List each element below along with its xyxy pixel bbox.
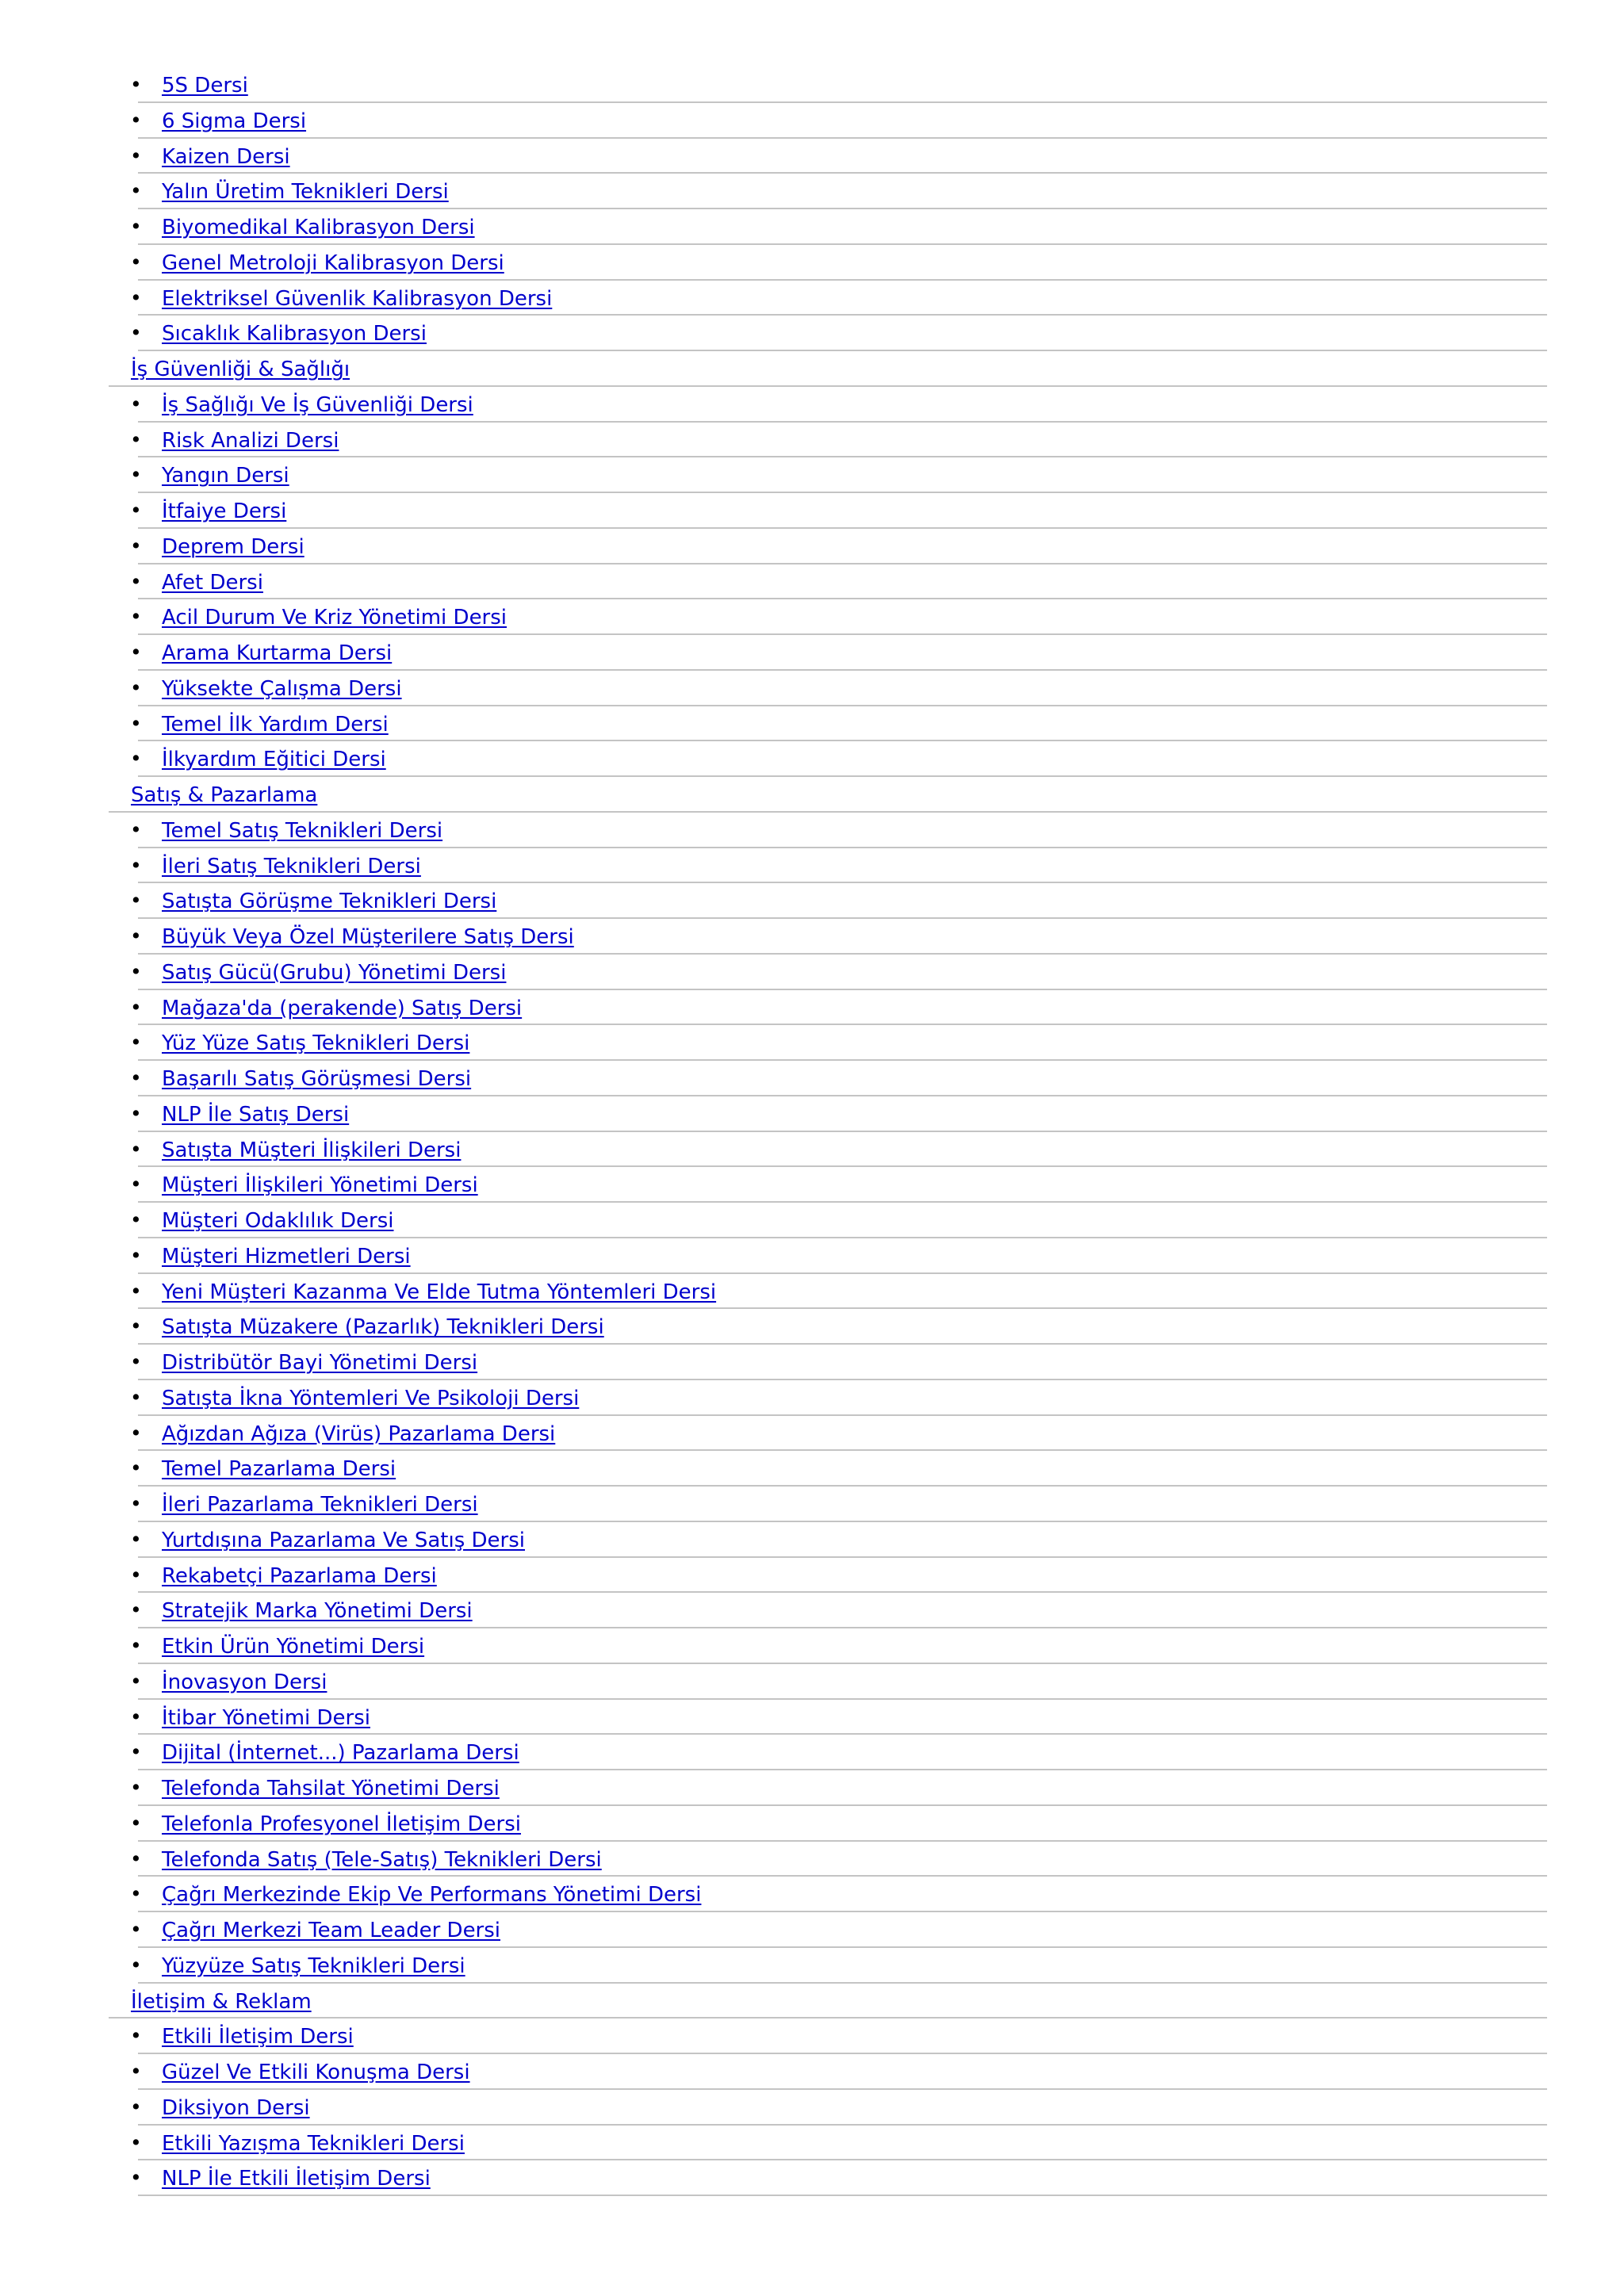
course-link[interactable]: İş Sağlığı Ve İş Güvenliği Dersi <box>162 392 473 417</box>
list-item <box>0 2054 1624 2090</box>
list-item <box>0 919 1624 955</box>
bullet-icon: • <box>130 1385 142 1409</box>
list-item <box>0 2160 1624 2196</box>
bullet-icon: • <box>130 1279 142 1303</box>
list-item <box>0 813 1624 848</box>
course-link[interactable]: Elektriksel Güvenlik Kalibrasyon Dersi <box>162 286 553 311</box>
bullet-icon: • <box>130 1669 142 1693</box>
bullet-icon: • <box>130 1811 142 1835</box>
list-item <box>0 209 1624 245</box>
course-link[interactable]: Müşteri Odaklılık Dersi <box>162 1209 394 1233</box>
list-item <box>0 706 1624 742</box>
course-link[interactable]: Satış Gücü(Grubu) Yönetimi Dersi <box>162 960 507 985</box>
bullet-icon: • <box>130 1492 142 1515</box>
list-item <box>0 1806 1624 1842</box>
bullet-icon: • <box>130 817 142 841</box>
bullet-icon: • <box>130 2095 142 2118</box>
course-link[interactable]: Etkili Yazışma Teknikleri Dersi <box>162 2131 465 2156</box>
list-item <box>0 1700 1624 1735</box>
bullet-icon: • <box>130 534 142 557</box>
course-link[interactable]: Güzel Ve Etkili Konuşma Dersi <box>162 2061 470 2084</box>
bullet-icon: • <box>130 1527 142 1551</box>
bullet-icon: • <box>130 2060 142 2083</box>
list-item <box>0 1416 1624 1452</box>
course-link[interactable]: Çağrı Merkezi Team Leader Dersi <box>162 1919 501 1942</box>
list-item <box>0 2019 1624 2054</box>
bullet-icon: • <box>130 1173 142 1196</box>
list-item <box>0 1770 1624 1806</box>
list-item <box>0 1558 1624 1594</box>
list-item <box>0 493 1624 529</box>
course-link[interactable]: Müşteri Hizmetleri Dersi <box>162 1244 411 1269</box>
bullet-icon: • <box>130 1456 142 1480</box>
bullet-icon: • <box>130 1598 142 1622</box>
list-item <box>0 1522 1624 1558</box>
list-item <box>0 245 1624 281</box>
course-link[interactable]: Afet Dersi <box>162 570 263 595</box>
course-link[interactable]: Satışta Müzakere (Pazarlık) Teknikleri Dersi <box>162 1315 604 1340</box>
bullet-icon: • <box>130 1243 142 1267</box>
bullet-icon: • <box>130 747 142 771</box>
list-item <box>0 1345 1624 1380</box>
course-link[interactable]: Yurtdışına Pazarlama Ve Satış Dersi <box>162 1528 525 1552</box>
list-item <box>0 316 1624 351</box>
list-item <box>0 990 1624 1026</box>
list-item <box>0 387 1624 423</box>
bullet-icon: • <box>130 924 142 947</box>
course-link[interactable]: İlkyardım Eğitici Dersi <box>162 748 386 772</box>
list-item <box>0 1132 1624 1168</box>
course-link[interactable]: Telefonla Profesyonel İletişim Dersi <box>162 1812 521 1836</box>
list-item <box>0 1451 1624 1487</box>
course-link[interactable]: Yüksekte Çalışma Dersi <box>162 676 402 701</box>
course-link[interactable]: Rekabetçi Pazarlama Dersi <box>162 1563 437 1588</box>
bullet-icon: • <box>130 1953 142 1976</box>
list-item <box>0 103 1624 139</box>
course-link[interactable]: Ağızdan Ağıza (Virüs) Pazarlama Dersi <box>162 1422 556 1446</box>
bullet-icon: • <box>130 1066 142 1089</box>
course-link[interactable]: Yüz Yüze Satış Teknikleri Dersi <box>162 1031 470 1056</box>
bullet-icon: • <box>130 1846 142 1870</box>
list-item <box>0 1912 1624 1948</box>
bullet-icon: • <box>130 499 142 522</box>
bullet-icon: • <box>130 1776 142 1799</box>
list-item <box>0 1948 1624 1984</box>
course-link[interactable]: Etkili İletişim Dersi <box>162 2025 354 2049</box>
list-item <box>0 1025 1624 1061</box>
bullet-icon: • <box>130 73 142 96</box>
course-link[interactable]: Temel Satış Teknikleri Dersi <box>162 818 443 843</box>
course-link[interactable]: Telefonda Satış (Tele-Satış) Teknikleri Dersi <box>162 1847 602 1872</box>
course-link[interactable]: İnovasyon Dersi <box>162 1670 327 1694</box>
bullet-icon: • <box>130 995 142 1019</box>
bullet-icon: • <box>130 2130 142 2154</box>
list-item <box>0 883 1624 919</box>
category-heading <box>0 1984 1624 2019</box>
list-item <box>0 1203 1624 1238</box>
bullet-icon: • <box>130 215 142 238</box>
list-item <box>0 67 1624 103</box>
bullet-icon: • <box>130 853 142 877</box>
bullet-icon: • <box>130 179 142 203</box>
category-heading <box>0 777 1624 813</box>
list-item <box>0 1061 1624 1096</box>
course-link[interactable]: Sıcaklık Kalibrasyon Dersi <box>162 322 427 346</box>
course-link[interactable]: Çağrı Merkezinde Ekip Ve Performans Yönetimi Dersi <box>162 1883 702 1908</box>
bullet-icon: • <box>130 641 142 664</box>
bullet-icon: • <box>130 569 142 593</box>
bullet-icon: • <box>130 1421 142 1445</box>
bullet-icon: • <box>130 2024 142 2048</box>
bullet-icon: • <box>130 1208 142 1231</box>
bullet-icon: • <box>130 889 142 913</box>
course-link[interactable]: İtibar Yönetimi Dersi <box>162 1705 370 1730</box>
course-link[interactable]: Dijital (İnternet...) Pazarlama Dersi <box>162 1741 519 1766</box>
list-item <box>0 1664 1624 1700</box>
course-link[interactable]: Yüzyüze Satış Teknikleri Dersi <box>162 1954 465 1978</box>
list-item <box>0 529 1624 564</box>
list-item <box>0 955 1624 990</box>
list-item <box>0 741 1624 777</box>
bullet-icon: • <box>130 2166 142 2190</box>
course-link[interactable]: Telefonda Tahsilat Yönetimi Dersi <box>162 1777 500 1800</box>
course-link[interactable]: Müşteri İlişkileri Yönetimi Dersi <box>162 1173 478 1198</box>
course-link[interactable]: Yangın Dersi <box>162 464 289 488</box>
bullet-icon: • <box>130 1740 142 1764</box>
course-link[interactable]: Mağaza'da (perakende) Satış Dersi <box>162 996 523 1020</box>
course-link[interactable]: İleri Pazarlama Teknikleri Dersi <box>162 1493 478 1517</box>
course-link[interactable]: Arama Kurtarma Dersi <box>162 641 393 665</box>
bullet-icon: • <box>130 1101 142 1125</box>
bullet-icon: • <box>130 1563 142 1586</box>
category-link[interactable]: İş Güvenliği & Sağlığı <box>131 358 350 381</box>
list-item <box>0 635 1624 671</box>
list-item <box>0 1593 1624 1628</box>
list-item <box>0 564 1624 600</box>
list-item <box>0 1274 1624 1310</box>
bullet-icon: • <box>130 675 142 699</box>
course-link[interactable]: Risk Analizi Dersi <box>162 428 339 453</box>
bullet-icon: • <box>130 392 142 415</box>
list-item <box>0 1487 1624 1522</box>
course-link[interactable]: İleri Satış Teknikleri Dersi <box>162 854 421 878</box>
category-heading <box>0 351 1624 387</box>
course-link[interactable]: Yeni Müşteri Kazanma Ve Elde Tutma Yöntemleri Dersi <box>162 1280 717 1304</box>
course-link[interactable]: Etkin Ürün Yönetimi Dersi <box>162 1635 425 1659</box>
course-link[interactable]: Genel Metroloji Kalibrasyon Dersi <box>162 251 504 275</box>
list-item <box>0 1842 1624 1877</box>
course-link[interactable]: Distribütör Bayi Yönetimi Dersi <box>162 1351 478 1375</box>
list-item <box>0 2126 1624 2161</box>
course-link[interactable]: Yalın Üretim Teknikleri Dersi <box>162 180 449 205</box>
bullet-icon: • <box>130 959 142 983</box>
bullet-icon: • <box>130 250 142 274</box>
list-item <box>0 139 1624 174</box>
list-item <box>0 1735 1624 1770</box>
bullet-icon: • <box>130 711 142 735</box>
list-item <box>0 848 1624 884</box>
course-link[interactable]: Büyük Veya Özel Müşterilere Satış Dersi <box>162 925 574 949</box>
list-item <box>0 281 1624 316</box>
course-link[interactable]: Satışta İkna Yöntemleri Ve Psikoloji Dersi <box>162 1386 580 1410</box>
bullet-icon: • <box>130 1882 142 1906</box>
course-link[interactable]: Stratejik Marka Yönetimi Dersi <box>162 1599 473 1624</box>
category-link[interactable]: İletişim & Reklam <box>131 1989 312 2014</box>
list-item <box>0 1167 1624 1203</box>
bullet-icon: • <box>130 605 142 629</box>
bullet-icon: • <box>130 108 142 132</box>
course-link[interactable]: Biyomedikal Kalibrasyon Dersi <box>162 216 475 239</box>
bullet-icon: • <box>130 285 142 309</box>
course-list <box>0 67 1624 2196</box>
list-item <box>0 1238 1624 1274</box>
bullet-icon: • <box>130 321 142 345</box>
bullet-icon: • <box>130 1634 142 1657</box>
course-link[interactable]: Başarılı Satış Görüşmesi Dersi <box>162 1067 472 1091</box>
course-link[interactable]: Satışta Görüşme Teknikleri Dersi <box>162 890 497 914</box>
course-link[interactable]: NLP İle Etkili İletişim Dersi <box>162 2167 431 2191</box>
course-link[interactable]: Deprem Dersi <box>162 534 304 559</box>
course-link[interactable]: 5S Dersi <box>162 74 248 98</box>
course-link[interactable]: Temel İlk Yardım Dersi <box>162 712 389 737</box>
course-link[interactable]: Kaizen Dersi <box>162 144 290 169</box>
list-item <box>0 423 1624 458</box>
course-link[interactable]: İtfaiye Dersi <box>162 499 287 523</box>
bullet-icon: • <box>130 1705 142 1728</box>
bullet-icon: • <box>130 1314 142 1338</box>
list-item <box>0 1309 1624 1345</box>
list-item <box>0 2090 1624 2126</box>
bullet-icon: • <box>130 1918 142 1941</box>
course-link[interactable]: NLP İle Satış Dersi <box>162 1102 350 1127</box>
list-item <box>0 1380 1624 1416</box>
course-link[interactable]: Acil Durum Ve Kriz Yönetimi Dersi <box>162 606 508 630</box>
bullet-icon: • <box>130 144 142 167</box>
list-item <box>0 671 1624 706</box>
category-link[interactable]: Satış & Pazarlama <box>131 783 318 807</box>
course-link[interactable]: Temel Pazarlama Dersi <box>162 1457 396 1482</box>
list-item <box>0 599 1624 635</box>
bullet-icon: • <box>130 1031 142 1054</box>
bullet-icon: • <box>130 1137 142 1161</box>
course-link[interactable]: Satışta Müşteri İlişkileri Dersi <box>162 1138 462 1162</box>
list-item <box>0 174 1624 209</box>
list-item <box>0 1877 1624 1912</box>
course-link[interactable]: Diksiyon Dersi <box>162 2095 310 2120</box>
bullet-icon: • <box>130 463 142 487</box>
bullet-icon: • <box>130 1350 142 1373</box>
course-link[interactable]: 6 Sigma Dersi <box>162 109 307 133</box>
list-item <box>0 1628 1624 1664</box>
bullet-icon: • <box>130 427 142 451</box>
list-item <box>0 457 1624 493</box>
list-item <box>0 1096 1624 1132</box>
